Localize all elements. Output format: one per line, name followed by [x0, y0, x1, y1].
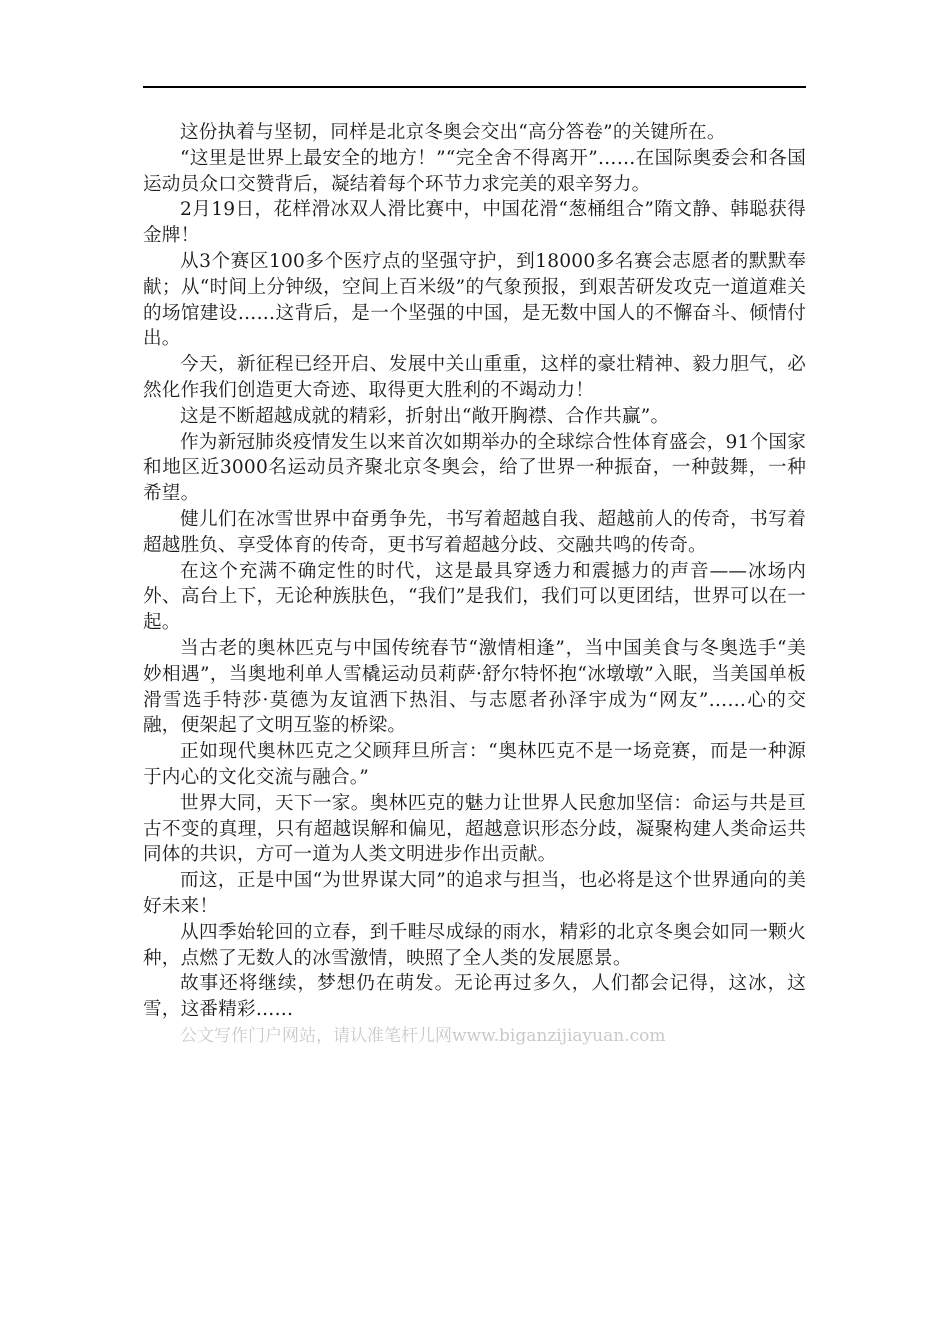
- paragraph: 当古老的奥林匹克与中国传统春节“激情相逢”，当中国美食与冬奥选手“美妙相遇”，当奥地利单人雪橇运动员莉萨·舒尔特怀抱“冰墩墩”入眠，当美国单板滑雪选手特莎·莫德为友谊洒下热泪、与志愿者孙泽宇成为“网友”……心的交融，便架起了文明互鉴的桥梁。: [143, 637, 806, 737]
- paragraph: “这里是世界上最安全的地方！”“完全舍不得离开”……在国际奥委会和各国运动员众口交赞背后，凝结着每个环节力求完美的艰辛努力。: [143, 147, 806, 195]
- paragraph: 世界大同，天下一家。奥林匹克的魅力让世界人民愈加坚信：命运与共是亘古不变的真理，只有超越误解和偏见，超越意识形态分歧，凝聚构建人类命运共同体的共识，方可一道为人类文明进步作出贡献。: [143, 792, 806, 866]
- paragraph: 在这个充满不确定性的时代，这是最具穿透力和震撼力的声音——冰场内外、高台上下，无论种族肤色，“我们”是我们，我们可以更团结，世界可以在一起。: [143, 560, 806, 634]
- paragraph: 从3个赛区100多个医疗点的坚强守护，到18000多名赛会志愿者的默默奉献；从“时间上分钟级，空间上百米级”的气象预报，到艰苦研发攻克一道道难关的场馆建设……这背后，是一个坚强的中国，是无数中国人的不懈奋斗、倾情付出。: [143, 250, 806, 350]
- paragraph: 健儿们在冰雪世界中奋勇争先，书写着超越自我、超越前人的传奇，书写着超越胜负、享受体育的传奇，更书写着超越分歧、交融共鸣的传奇。: [143, 508, 806, 556]
- paragraph: 2月19日，花样滑冰双人滑比赛中，中国花滑“葱桶组合”隋文静、韩聪获得金牌！: [143, 199, 806, 247]
- watermark-text: 公文写作门户网站，请认准笔杆儿网www.biganzijiayuan.com: [180, 1025, 666, 1046]
- paragraph: 这是不断超越成就的精彩，折射出“敞开胸襟、合作共赢”。: [180, 405, 670, 427]
- paragraph: 今天，新征程已经开启、发展中关山重重，这样的豪壮精神、毅力胆气，必然化作我们创造更大奇迹、取得更大胜利的不竭动力！: [143, 354, 806, 401]
- paragraph: 作为新冠肺炎疫情发生以来首次如期举办的全球综合性体育盛会，91个国家和地区近3000名运动员齐聚北京冬奥会，给了世界一种振奋，一种鼓舞，一种希望。: [143, 431, 806, 505]
- paragraph: 故事还将继续，梦想仍在萌发。无论再过多久，人们都会记得，这冰，这雪，这番精彩……: [143, 973, 806, 1021]
- paragraph: 这份执着与坚韧，同样是北京冬奥会交出“高分答卷”的关键所在。: [180, 122, 726, 143]
- paragraph: 正如现代奥林匹克之父顾拜旦所言：“奥林匹克不是一场竞赛，而是一种源于内心的文化交流与融合。”: [143, 741, 806, 788]
- paragraph: 而这，正是中国“为世界谋大同”的追求与担当，也必将是这个世界通向的美好未来！: [143, 870, 806, 917]
- document-body: [143, 120, 806, 1049]
- header-rule: [143, 86, 806, 88]
- paragraph: 从四季始轮回的立春，到千畦尽成绿的雨水，精彩的北京冬奥会如同一颗火种，点燃了无数人的冰雪激情，映照了全人类的发展愿景。: [143, 921, 806, 969]
